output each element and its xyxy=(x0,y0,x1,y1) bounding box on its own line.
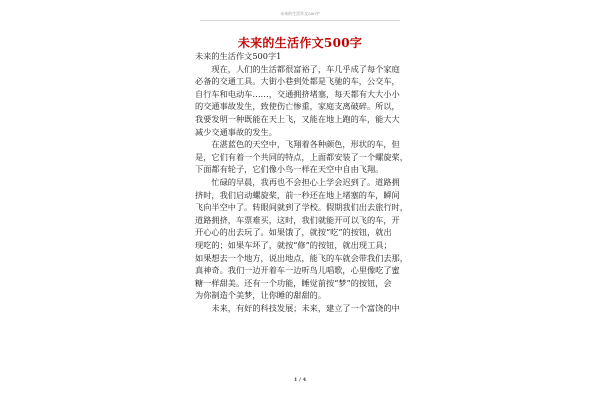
text-line: 必备的交通工具。大街小巷到处都是飞驰的车，公交车， xyxy=(195,76,400,87)
running-header: 未来的生活作文500字 xyxy=(280,11,320,16)
page-number: 1 / 4 xyxy=(293,377,307,383)
body-text xyxy=(195,50,410,314)
text-line: 我要发明一种既能在天上飞，又能在地上跑的车，能大大 xyxy=(195,113,400,124)
text-line: 如果想去一个地方，说出地点，能飞的车就会带我们去那， xyxy=(195,252,408,263)
section-heading: 未来的生活作文500字1 xyxy=(195,51,282,61)
text-line: 挤时，我们启动螺旋桨，前一秒还在地上堵塞的车，瞬间 xyxy=(195,189,400,200)
text-line: 减少交通事故的发生。 xyxy=(195,126,277,137)
header-divider xyxy=(200,20,400,21)
text-line: 未来，有好的科技发展；未来，建立了一个富饶的中 xyxy=(195,302,400,313)
text-line: 的交通事故发生，致使伤亡惨重，家庭支离破碎。所以， xyxy=(195,101,400,112)
text-line: 是，它们有着一个共同的特点，上面都安装了一个螺旋桨， xyxy=(195,151,408,162)
text-line: 为你制造个美梦，让你睡的甜甜的。 xyxy=(195,290,327,301)
text-line: 开心心的出去玩了。如果饿了，就按“吃”的按钮，就出 xyxy=(195,227,392,238)
text-line: 糖一样甜美。还有一个功能，睡觉前按“梦”的按钮，会 xyxy=(195,277,392,288)
text-line: 现在，人们的生活都很富裕了，车几乎成了每个家庭 xyxy=(195,63,400,74)
text-line: 下面都有轮子，它们像小鸟一样在天空中自由飞翔。 xyxy=(195,164,384,175)
document-title: 未来的生活作文500字 xyxy=(237,36,363,50)
text-line: 飞向半空中了。转眼间就到了学校。假期我们出去旅行时， xyxy=(195,202,408,213)
text-line: 现吃的；如果车坏了，就按“修”的按钮，就出现工具； xyxy=(195,239,392,250)
text-line: 自行车和电动车……，交通拥挤堵塞，每天都有大大小小 xyxy=(195,88,400,99)
text-line: 忙碌的早晨，我再也不会担心上学会迟到了。道路拥 xyxy=(195,176,400,187)
text-line: 道路拥挤，车票难买，这时，我们就能开可以飞的车，开 xyxy=(195,214,400,225)
text-line: 在湛蓝色的天空中，飞翔着各种颜色，形状的车，但 xyxy=(195,139,400,150)
text-line: 真神奇。我们一边开着车一边听鸟儿唱歌，心里像吃了蜜 xyxy=(195,265,400,276)
